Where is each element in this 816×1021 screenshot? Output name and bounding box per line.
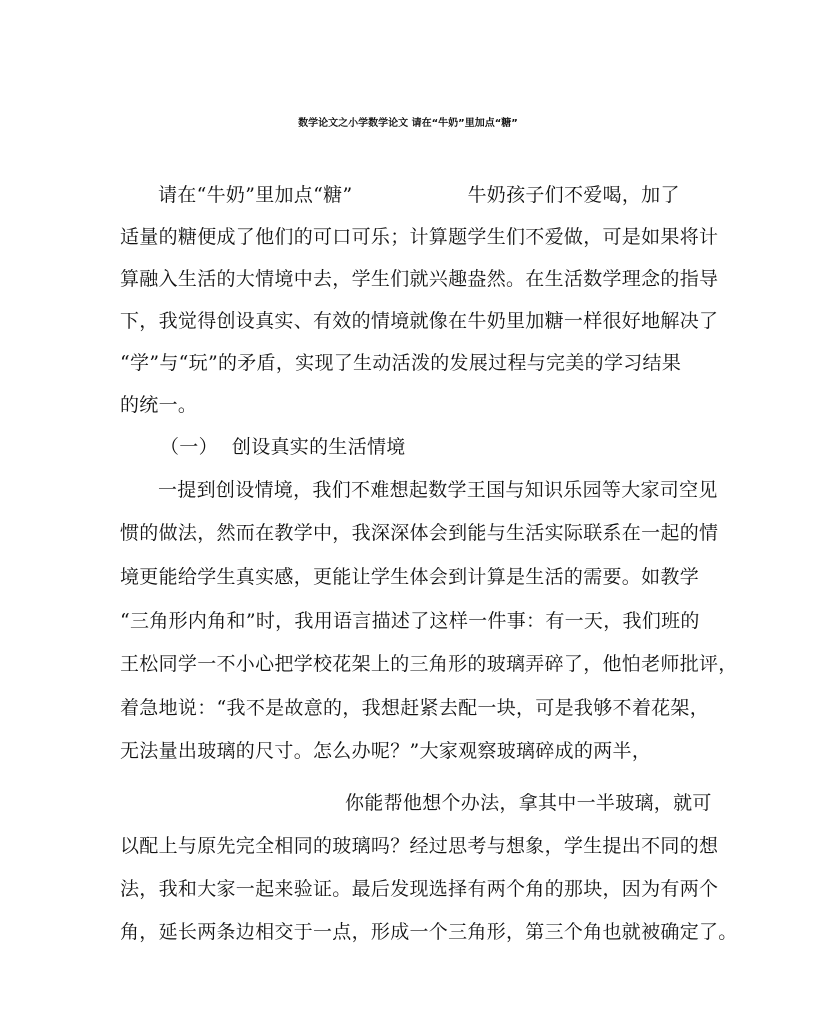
paragraph-line: 无法量出玻璃的尺寸。怎么办呢？”大家观察玻璃碎成的两半， <box>120 740 652 762</box>
paragraph-line: “三角形内角和”时，我用语言描述了这样一件事：有一天，我们班的 <box>120 610 700 632</box>
inline-heading: 请在“牛奶”里加点“糖” <box>158 184 353 206</box>
paragraph-line: 下，我觉得创设真实、有效的情境就像在牛奶里加糖一样很好地解决了 <box>120 310 719 332</box>
paragraph-line: 适量的糖便成了他们的可口可乐；计算题学生们不爱做，可是如果将计 <box>120 226 719 248</box>
paragraph-line: 你能帮他想个办法，拿其中一半玻璃，就可 <box>345 792 712 814</box>
paragraph-line: 一提到创设情境，我们不难想起数学王国与知识乐园等大家司空见 <box>158 479 718 501</box>
paragraph-line: 算融入生活的大情境中去，学生们就兴趣盎然。在生活数学理念的指导 <box>120 268 719 290</box>
section-number: （一） <box>160 436 218 458</box>
paragraph-line: 王松同学一不小心把学校花架上的三角形的玻璃弄碎了，他怕老师批评， <box>120 653 738 675</box>
section-title: 创设真实的生活情境 <box>231 436 406 458</box>
paragraph-line <box>158 183 680 207</box>
paragraph-line: 法，我和大家一起来验证。最后发现选择有两个角的那块，因为有两个 <box>120 878 719 900</box>
paragraph-line: 角，延长两条边相交于一点，形成一个三角形，第三个角也就被确定了。 <box>120 921 738 943</box>
section-heading <box>160 435 406 459</box>
document-title: 数学论文之小学数学论文 请在“牛奶”里加点“糖” <box>298 118 518 129</box>
paragraph-line: 以配上与原先完全相同的玻璃吗？经过思考与想象，学生提出不同的想 <box>120 835 719 857</box>
paragraph-line: 的统一。 <box>120 394 198 416</box>
paragraph-text: 牛奶孩子们不爱喝，加了 <box>467 184 680 206</box>
paragraph-line: “学”与“玩”的矛盾，实现了生动活泼的发展过程与完美的学习结果 <box>120 352 682 374</box>
paragraph-line: 境更能给学生真实感，更能让学生体会到计算是生活的需要。如教学 <box>120 566 700 588</box>
paragraph-line: 惯的做法，然而在教学中，我深深体会到能与生活实际联系在一起的情 <box>120 522 719 544</box>
paragraph-line: 着急地说：“我不是故意的，我想赶紧去配一块，可是我够不着花架， <box>120 697 710 719</box>
